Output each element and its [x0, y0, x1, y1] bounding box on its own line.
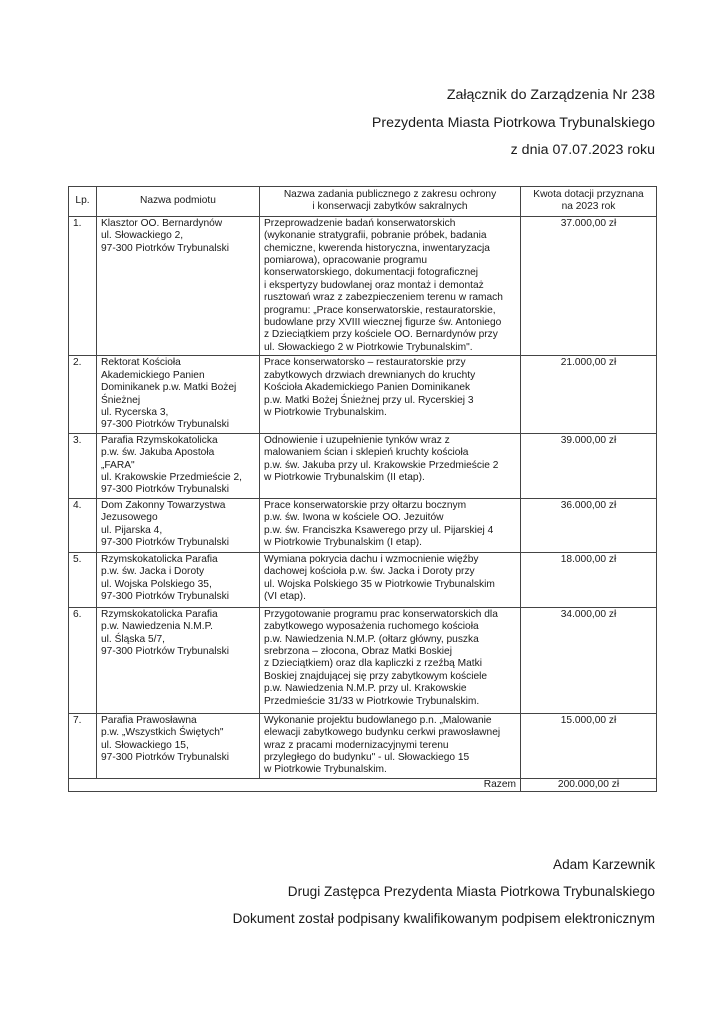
task-cell: Prace konserwatorskie przy ołtarzu bocznym p.w. św. Iwona w kościele OO. Jezuitów p.w. św. Franciszka Ksawerego przy ul. Pijarskiej 4 w Piotrkowie Trybunalskim (I etap). [260, 498, 521, 552]
amount-cell: 21.000,00 zł [521, 356, 657, 433]
task-cell: Odnowienie i uzupełnienie tynków wraz z malowaniem ścian i sklepień kruchty kościoła p.w. św. Jakuba przy ul. Krakowskie Przedmieście 2 w Piotrkowie Trybunalskim (II etap). [260, 433, 521, 498]
amount-cell: 34.000,00 zł [521, 607, 657, 713]
document-date: z dnia 07.07.2023 roku [510, 142, 655, 158]
entity-cell: Rzymskokatolicka Parafia p.w. św. Jacka i Doroty ul. Wojska Polskiego 35, 97-300 Piotrków Trybunalski [97, 552, 260, 607]
table-row [69, 433, 657, 498]
signatory-name: Adam Karzewnik [553, 857, 655, 872]
grants-table [68, 186, 657, 792]
entity-cell: Rzymskokatolicka Parafia p.w. Nawiedzenia N.M.P. ul. Śląska 5/7, 97-300 Piotrków Trybunalski [97, 607, 260, 713]
amount-cell: 18.000,00 zł [521, 552, 657, 607]
row-number: 5. [69, 552, 97, 607]
total-amount: 200.000,00 zł [521, 778, 657, 791]
total-row [69, 778, 657, 791]
amount-cell: 36.000,00 zł [521, 498, 657, 552]
row-number: 6. [69, 607, 97, 713]
row-number: 4. [69, 498, 97, 552]
amount-cell: 15.000,00 zł [521, 713, 657, 778]
total-label: Razem [69, 778, 521, 791]
column-header-lp: Lp. [69, 187, 97, 217]
column-header-amount: Kwota dotacji przyznana na 2023 rok [521, 187, 657, 217]
task-cell: Przygotowanie programu prac konserwatorskich dla zabytkowego wyposażenia ruchomego kościoła p.w. Nawiedzenia N.M.P. (ołtarz główny, puszka srebrzona – złocona, Obraz Matki Boskiej z Dzieciątkiem) oraz dla kapliczki z rzeźbą Matki Boskiej znajdującej się przy zabytkowym kościele p.w. Nawiedzenia N.M.P. przy ul. Krakowskie Przedmieście 31/33 w Piotrkowie Trybunalskim. [260, 607, 521, 713]
column-header-task: Nazwa zadania publicznego z zakresu ochrony i konserwacji zabytków sakralnych [260, 187, 521, 217]
table-row [69, 607, 657, 713]
amount-cell: 37.000,00 zł [521, 216, 657, 355]
entity-cell: Dom Zakonny Towarzystwa Jezusowego ul. Pijarska 4, 97-300 Piotrków Trybunalski [97, 498, 260, 552]
entity-cell: Klasztor OO. Bernardynów ul. Słowackiego 2, 97-300 Piotrków Trybunalski [97, 216, 260, 355]
entity-cell: Rektorat Kościoła Akademickiego Panien Dominikanek p.w. Matki Bożej Śnieżnej ul. Rycerska 3, 97-300 Piotrków Trybunalski [97, 356, 260, 433]
row-number: 2. [69, 356, 97, 433]
table-row [69, 713, 657, 778]
table-row [69, 216, 657, 355]
task-cell: Prace konserwatorsko – restauratorskie przy zabytkowych drzwiach drewnianych do kruchty Kościoła Akademickiego Panien Dominikanek p.w. Matki Bożej Śnieżnej przy ul. Rycerskiej 3 w Piotrkowie Trybunalskim. [260, 356, 521, 433]
amount-cell: 39.000,00 zł [521, 433, 657, 498]
row-number: 3. [69, 433, 97, 498]
task-cell: Przeprowadzenie badań konserwatorskich (wykonanie stratygrafii, pobranie próbek, badania chemiczne, kwerenda historyczna, inwentaryzacja pomiarowa), opracowanie programu konserwatorskiego, dokumentacji fotograficznej i ekspertyzy budowlanej oraz montaż i demontaż rusztowań wraz z zabezpieczeniem terenu w ramach programu: „Prace konserwatorskie, restauratorskie, budowlane przy XVIII wiecznej figurze św. Antoniego z Dzieciątkiem przy kościele OO. Bernardynów przy ul. Słowackiego 2 w Piotrkowie Trybunalskim". [260, 216, 521, 355]
attachment-title: Załącznik do Zarządzenia Nr 238 [446, 87, 655, 103]
task-cell: Wymiana pokrycia dachu i wzmocnienie więźby dachowej kościoła p.w. św. Jacka i Doroty przy ul. Wojska Polskiego 35 w Piotrkowie Trybunalskim (VI etap). [260, 552, 521, 607]
table-row [69, 552, 657, 607]
table-row [69, 356, 657, 433]
table-header-row [69, 187, 657, 217]
column-header-entity: Nazwa podmiotu [97, 187, 260, 217]
table-row [69, 498, 657, 552]
row-number: 7. [69, 713, 97, 778]
issuer-line: Prezydenta Miasta Piotrkowa Trybunalskiego [371, 115, 655, 131]
task-cell: Wykonanie projektu budowlanego p.n. „Malowanie elewacji zabytkowego budynku cerkwi prawosławnej wraz z pracami modernizacyjnymi terenu przyległego do budynku" - ul. Słowackiego 15 w Piotrkowie Trybunalskim. [260, 713, 521, 778]
entity-cell: Parafia Prawosławna p.w. „Wszystkich Świętych" ul. Słowackiego 15, 97-300 Piotrków Trybunalski [97, 713, 260, 778]
entity-cell: Parafia Rzymskokatolicka p.w. św. Jakuba Apostoła „FARA" ul. Krakowskie Przedmieście 2, 97-300 Piotrków Trybunalski [97, 433, 260, 498]
signatory-title: Drugi Zastępca Prezydenta Miasta Piotrkowa Trybunalskiego [287, 884, 655, 899]
signature-note: Dokument został podpisany kwalifikowanym podpisem elektronicznym [232, 911, 655, 926]
row-number: 1. [69, 216, 97, 355]
